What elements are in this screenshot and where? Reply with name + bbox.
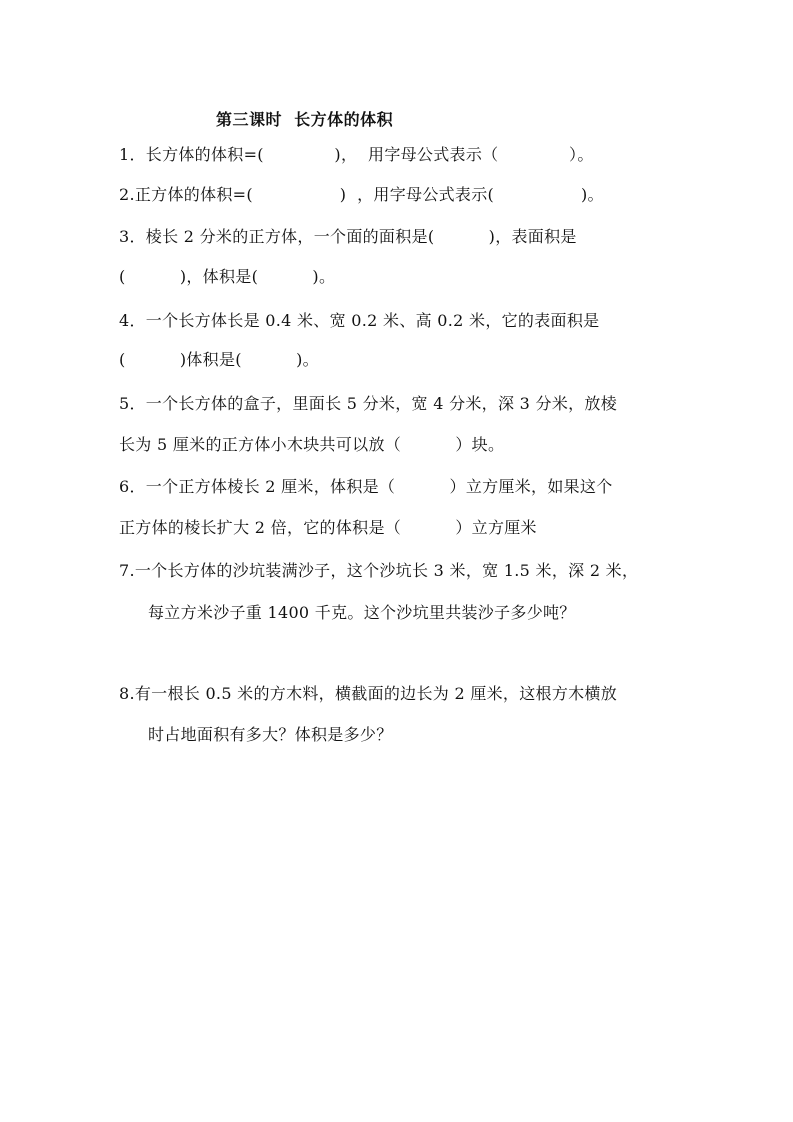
question-7-line-1: 7.一个长方体的沙坑装满沙子，这个沙坑长 3 米，宽 1.5 米，深 2 米， bbox=[119, 561, 639, 580]
question-5-line-1: 5．一个长方体的盒子，里面长 5 分米，宽 4 分米，深 3 分米，放棱 bbox=[119, 394, 618, 413]
question-4-line-2: ( )体积是( )。 bbox=[119, 350, 319, 369]
question-6-line-2: 正方体的棱长扩大 2 倍，它的体积是（ ）立方厘米 bbox=[119, 518, 537, 537]
question-5-line-2: 长为 5 厘米的正方体小木块共可以放（ ）块。 bbox=[119, 435, 505, 454]
question-3-line-1: 3．棱长 2 分米的正方体，一个面的面积是( )，表面积是 bbox=[119, 227, 577, 246]
question-8-line-2: 时占地面积有多大？体积是多少？ bbox=[148, 725, 393, 744]
question-8-line-1: 8.有一根长 0.5 米的方木料，横截面的边长为 2 厘米，这根方木横放 bbox=[119, 684, 618, 703]
question-2: 2.正方体的体积=( ) ，用字母公式表示( )。 bbox=[119, 185, 604, 204]
question-6-line-1: 6．一个正方体棱长 2 厘米，体积是（ ）立方厘米，如果这个 bbox=[119, 477, 613, 496]
question-3-line-2: ( )，体积是( )。 bbox=[119, 267, 336, 286]
question-7-line-2: 每立方米沙子重 1400 千克。这个沙坑里共装沙子多少吨？ bbox=[148, 603, 576, 622]
question-4-line-1: 4．一个长方体长是 0.4 米、宽 0.2 米、高 0.2 米，它的表面积是 bbox=[119, 311, 600, 330]
lesson-title: 第三课时 长方体的体积 bbox=[216, 110, 394, 129]
question-1: 1．长方体的体积=( )， 用字母公式表示（ ）。 bbox=[119, 145, 594, 164]
